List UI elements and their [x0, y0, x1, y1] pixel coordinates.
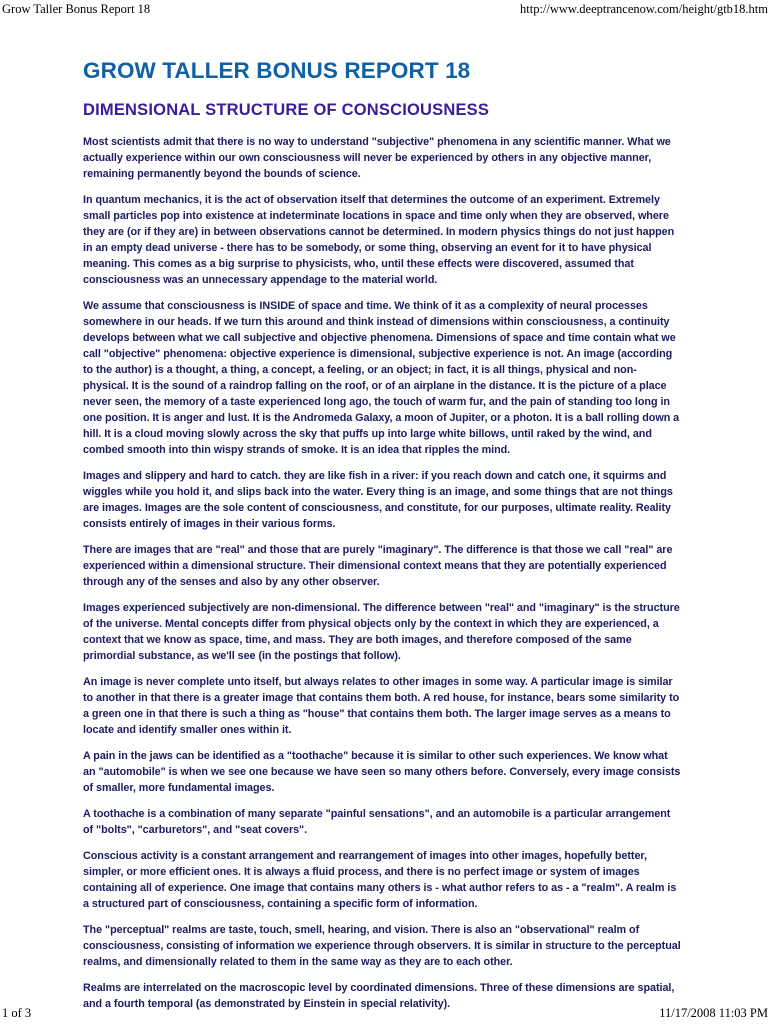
report-title: GROW TALLER BONUS REPORT 18: [83, 58, 471, 83]
paragraph: There are images that are "real" and those that are purely "imaginary". The difference is that those we call "real" are experienced within a dimensional structure. Their dimensional context means that they are potentially experienced through any of the senses and also by any other observer.: [83, 544, 673, 588]
print-header: [0, 0, 768, 18]
print-header-url: http://www.deeptrancenow.com/height/gtb18.htm: [520, 2, 768, 16]
report-subtitle: DIMENSIONAL STRUCTURE OF CONSCIOUSNESS: [83, 101, 490, 119]
print-header-page-title: Grow Taller Bonus Report 18: [2, 2, 151, 16]
paragraph: The "perceptual" realms are taste, touch, smell, hearing, and vision. There is also an "observational" realm of consciousness, consisting of information we experience through observers. It is similar in structure to the perceptual realms, and dimensionally related to them in the same way as they are to each other.: [83, 924, 681, 968]
paragraph: Conscious activity is a constant arrangement and rearrangement of images into other images, hopefully better, simpler, or more efficient ones. It is always a fluid process, and there is no perfect image or system of images containing all of experience. One image that contains many others is - what author refers to as - a "realm". A realm is a structured part of consciousness, containing a specific form of information.: [83, 850, 677, 910]
paragraph: A toothache is a combination of many separate "painful sensations", and an automobile is a particular arrangement of "bolts", "carburetors", and "seat covers".: [83, 808, 671, 836]
paragraph: Most scientists admit that there is no way to understand "subjective" phenomena in any scientific manner. What we actually experience within our own consciousness will never be experienced by others in any objective manner, remaining permanently beyond the bounds of science.: [83, 136, 671, 180]
paragraph: A pain in the jaws can be identified as a "toothache" because it is similar to other such experiences. We know what an "automobile" is when we see one because we have seen so many others before. Conversely, every image consists of smaller, more fundamental images.: [83, 750, 681, 794]
paragraph: In quantum mechanics, it is the act of observation itself that determines the outcome of an experiment. Extremely small particles pop into existence at indeterminate locations in space and time only when they are observed, where they are (or if they are) in between observations cannot be determined. In modern physics things do not just happen in an empty dead universe - there has to be somebody, or some thing, observing an event for it to have physical meaning. This comes as a big surprise to physicists, who, until these effects were discovered, assumed that consciousness was an unnecessary appendage to the material world.: [83, 194, 675, 286]
paragraph: We assume that consciousness is INSIDE of space and time. We think of it as a complexity of neural processes somewhere in our heads. If we turn this around and think instead of dimensions within consciousness, a continuity develops between what we call subjective and objective phenomena. Dimensions of space and time contain what we call "objective" phenomena: objective experience is dimensional, subjective experience is not. An image (according to the author) is a thought, a thing, a concept, a feeling, or an object; in fact, it is all things, physical and non- physical. It is the sound of a raindrop falling on the roof, or of an airplane in the distance. It is the picture of a place never seen, the memory of a taste experienced long ago, the touch of warm fur, and the pain of standing too long in one position. It is anger and lust. It is the Andromeda Galaxy, a moon of Jupiter, or a photon. It is a ball rolling down a hill. It is a cloud moving slowly across the sky that puffs up into large white billows, until raked by the wind, and combed smooth into thin wispy strands of smoke. It is an idea that ripples the mind.: [83, 300, 680, 456]
page-count: 1 of 3: [2, 1006, 32, 1020]
paragraph: Realms are interrelated on the macroscopic level by coordinated dimensions. Three of these dimensions are spatial, and a fourth temporal (as demonstrated by Einstein in special relativity).: [83, 982, 675, 1010]
article-text: [83, 134, 683, 1012]
paragraph: Images and slippery and hard to catch. they are like fish in a river: if you reach down and catch one, it squirms and wiggles while you hold it, and slips back into the water. Every thing is an image, and some things that are not things are images. Images are the sole content of consciousness, and constitute, for our purposes, ultimate reality. Reality consists entirely of images in their various forms.: [83, 470, 673, 530]
paragraph: An image is never complete unto itself, but always relates to other images in some way. A particular image is similar to another in that there is a greater image that contains them both. A red house, for instance, bears some similarity to a green one in that there is such a thing as "house" that contains them both. The larger image serves as a means to locate and identify smaller ones within it.: [83, 676, 680, 736]
print-footer: [0, 1006, 768, 1024]
print-timestamp: 11/17/2008 11:03 PM: [659, 1006, 768, 1020]
paragraph: Images experienced subjectively are non-dimensional. The difference between "real" and "imaginary" is the structure of the universe. Mental concepts differ from physical objects only by the context in which they are experienced, a context that we know as space, time, and mass. They are both images, and therefore composed of the same primordial substance, as we'll see (in the postings that follow).: [83, 602, 680, 662]
document-body: [83, 58, 683, 1022]
